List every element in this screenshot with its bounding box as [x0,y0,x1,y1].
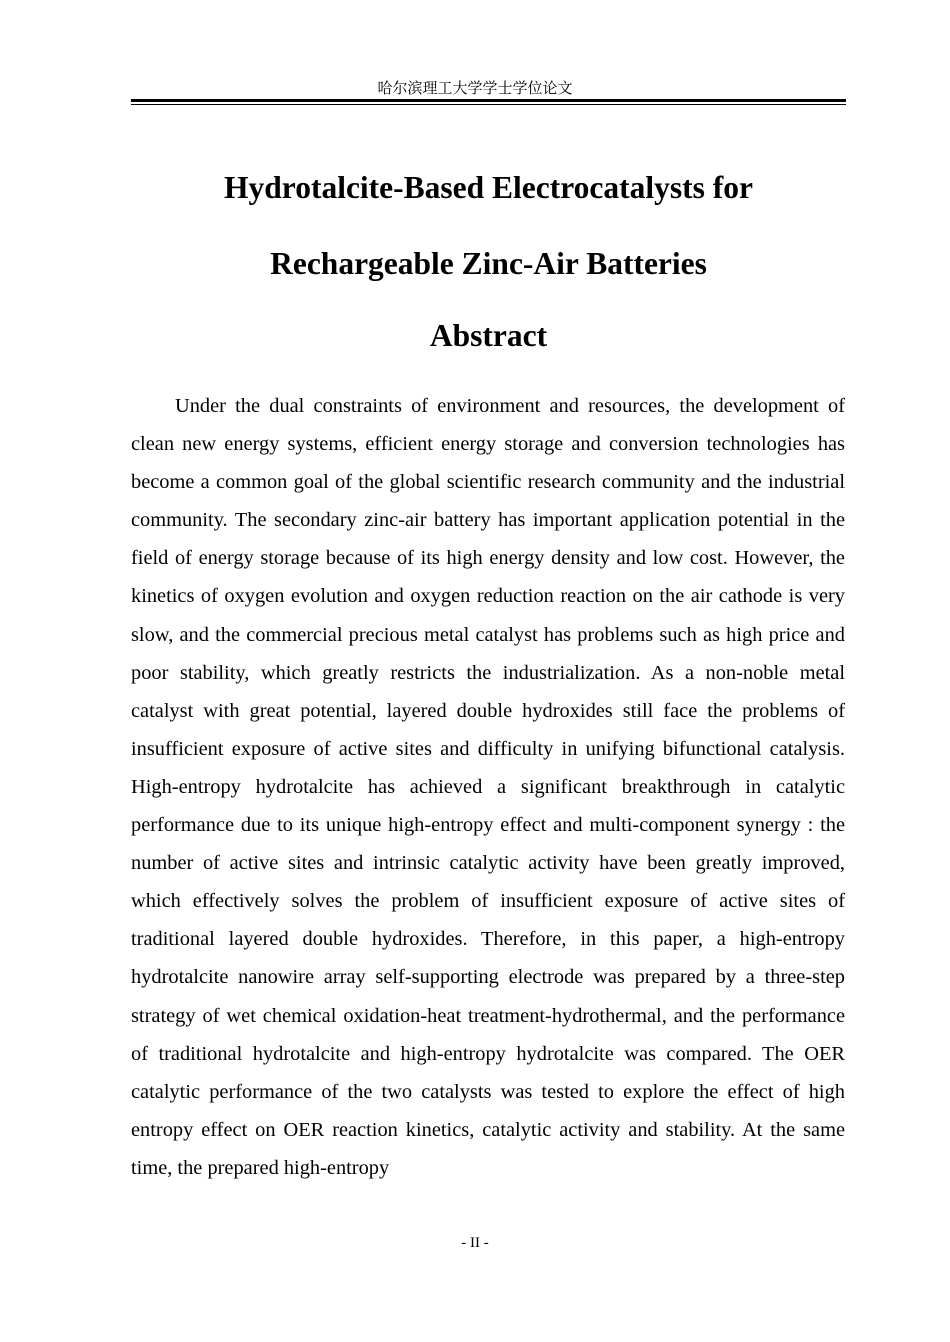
abstract-heading: Abstract [429,318,548,353]
header-rule-thick [131,99,846,102]
running-header: 哈尔滨理工大学学士学位论文 [377,79,573,97]
thesis-title-line-1: Hydrotalcite-Based Electrocatalysts for [224,170,753,205]
page-number: - II - [461,1235,489,1251]
thesis-title [131,150,846,302]
abstract-paragraph: Under the dual constraints of environment and resources, the development of clean new energy systems, efficient energy storage and conversion technologies has become a common goal of the global scientific research community and the industrial community. The secondary zinc-air battery has important application potential in the field of energy storage because of its high energy density and low cost. However, the kinetics of oxygen evolution and oxygen reduction reaction on the air cathode is very slow, and the commercial precious metal catalyst has problems such as high price and poor stability, which greatly restricts the industrialization. As a non-noble metal catalyst with great potential, layered double hydroxides still face the problems of insufficient exposure of active sites and difficulty in unifying bifunctional catalysis. High-entropy hydrotalcite has achieved a significant breakthrough in catalytic performance due to its unique high-entropy effect and multi-component synergy : the number of active sites and intrinsic catalytic activity have been greatly improved, which effectively solves the problem of insufficient exposure of active sites of traditional layered double hydroxides. Therefore, in this paper, a high-entropy hydrotalcite nanowire array self-supporting electrode was prepared by a three-step strategy of wet chemical oxidation-heat treatment-hydrothermal, and the performance of traditional hydrotalcite and high-entropy hydrotalcite was compared. The OER catalytic performance of the two catalysts was tested to explore the effect of high entropy effect on OER reaction kinetics, catalytic activity and stability. At the same time, the prepared high-entropy [131,395,845,1179]
thesis-title-line-2: Rechargeable Zinc-Air Batteries [270,246,707,281]
header-rule-thin [131,104,846,105]
